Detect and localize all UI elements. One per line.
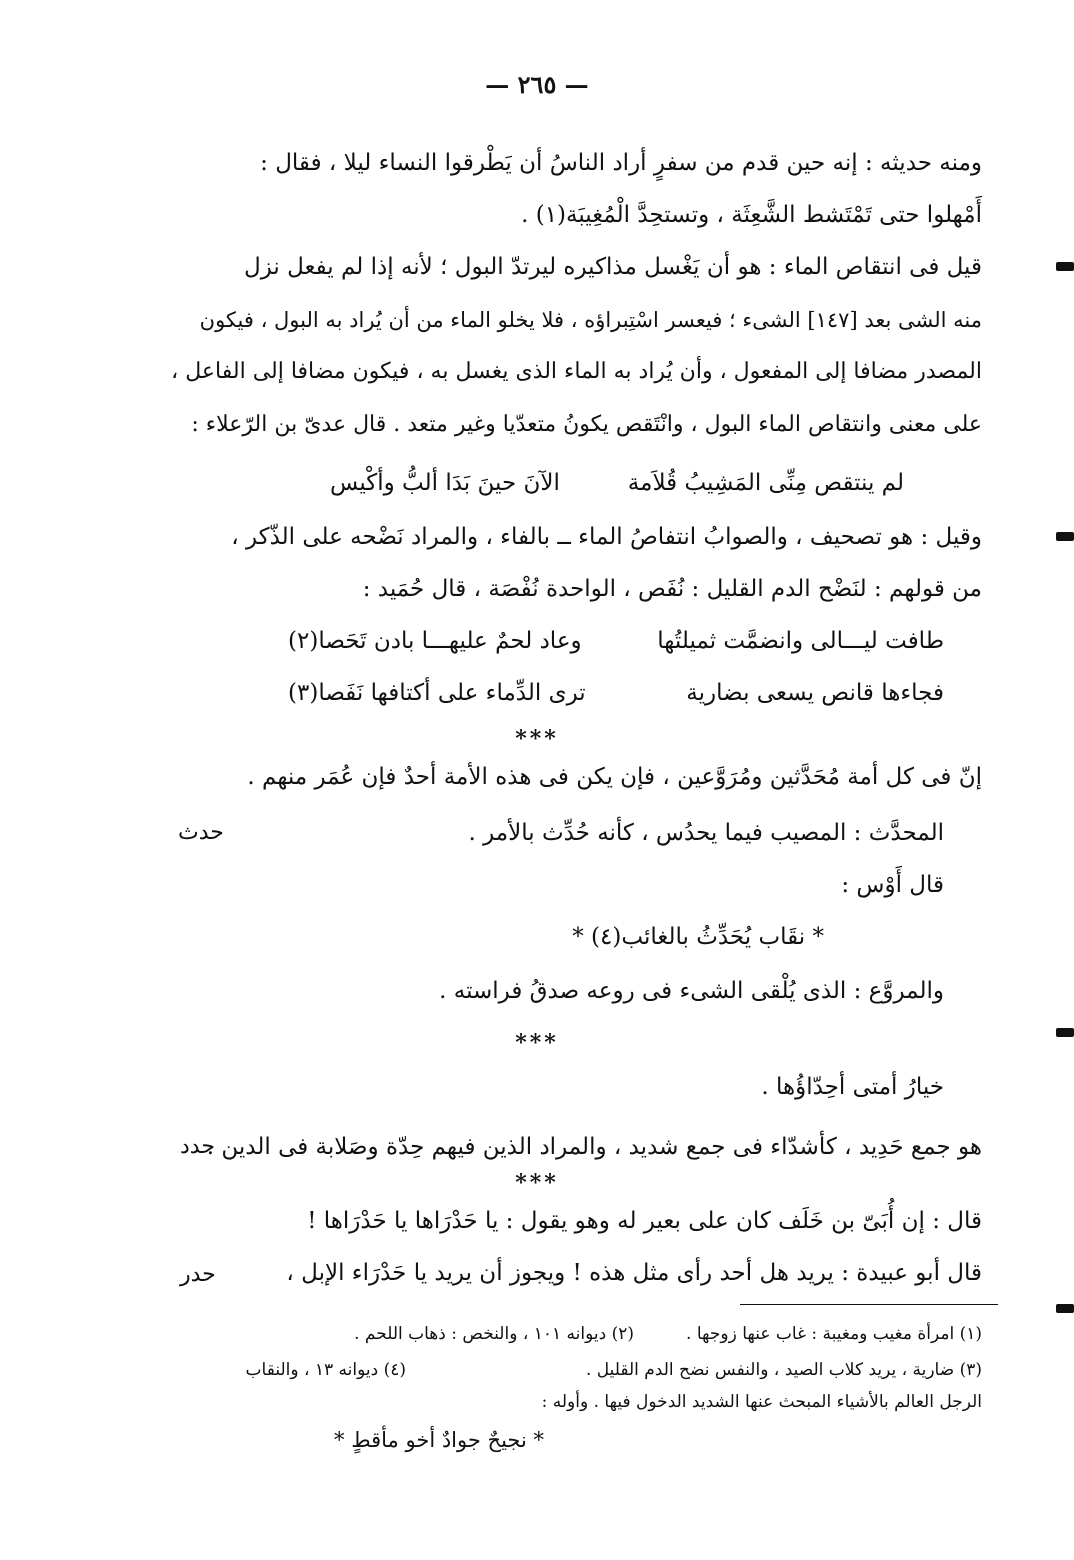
section4-line-2: قال أبو عبيدة : يريد هل أحد رأى مثل هذه ! ويجوز أن يريد يا حَدْرَاء الإبل ، [286,1260,982,1286]
section2-line-5: والمروَّع : الذى يُلْقى الشىء فى روعه صدقُ فراسته . [439,978,944,1004]
section4-line-1: قال : إن أُبَىّ بن خَلَف كان على بعير له وهو يقول : يا حَدْرَاها يا حَدْرَاها ! [307,1208,982,1234]
edge-mark-2 [1056,532,1074,541]
body-line-3: قيل فى انتقاص الماء : هو أن يَغْسل مذاكيره ليرتدّ البول ؛ لأنه إذا لم يفعل نزل [244,254,982,280]
margin-word-hadar: حدر [180,1262,216,1287]
margin-word-hadad: حدد [180,1134,215,1159]
section2-line-1: إنّ فى كل أمة مُحَدَّثين ومُرَوَّعين ، فإن يكن فى هذه الأمة أحدٌ فإن عُمَر منهم . [247,764,982,790]
edge-mark-3 [1056,1028,1074,1037]
section3-line-2: هو جمع حَدِيد ، كأشدّاء فى جمع شديد ، والمراد الذين فيهم حِدّة وصَلابة فى الدين . [206,1134,982,1160]
body-line-6: على معنى وانتقاص الماء البول ، وانْتَقص يكونُ متعدّيا وغير متعد . قال عدىّ بن الرّعلاء : [191,412,982,437]
footnote-5: الرجل العالم بالأشياء المبحث عنها الشديد الدخول فيها . وأوله : [541,1392,982,1412]
verse1-left: الآنَ حينَ بَدَا ألبُّ وأكْيس [330,470,560,496]
verse3-left: ترى الدِّماء على أكتافها نَفَصا(٣) [288,680,586,706]
separator-stars-2: *** [515,1030,559,1056]
section2-line-2: المحدَّث : المصيب فيما يحدُس ، كأنه حُدِّث بالأمر . [468,820,944,846]
edge-mark-1 [1056,262,1074,271]
body-line-4: منه الشى بعد [١٤٧] الشىء ؛ فيعسر اسْتِبراؤه ، فلا يخلو الماء من أن يُراد به البول ، فيكون [199,308,982,332]
page-number: — ٢٦٥ — [485,70,589,99]
body-line-8: من قولهم : لنَضْح الدم القليل : نُفَص ، الواحدة نُفْصَة ، قال حُمَيد : [362,576,982,602]
footnote-1: (١) امرأة مغيب ومغيبة : غاب عنها زوجها . [686,1324,982,1344]
separator-stars-3: *** [515,1170,559,1196]
footnote-2: (٢) ديوانه ١٠١ ، والنخص : ذهاب اللحم . [354,1324,634,1344]
margin-word-hadath: حدث [178,820,224,845]
separator-stars-1: *** [515,726,559,752]
body-line-1: ومنه حديثه : إنه حين قدم من سفرٍ أراد الناسُ أن يَطْرقوا النساء ليلا ، فقال : [260,150,982,176]
section3-line-1: خيارُ أمتى أحِدّاؤُها . [761,1074,944,1100]
body-line-7: وقيل : هو تصحيف ، والصوابُ انتفاصُ الماء ــ بالفاء ، والمراد نَضْحه على الذّكر ، [231,524,982,550]
verse2-left: وعاد لحمٌ عليهـــا بادن تَحَصا(٢) [288,628,582,654]
body-line-2: أَمْهلوا حتى تَمْتَشط الشَّعِثَة ، وتستحِدَّ الْمُغِيبَة(١) . [521,202,982,228]
footnote-rule [740,1304,998,1305]
footnote-4: (٤) ديوانه ١٣ ، والنقاب [245,1360,406,1380]
body-line-5: المصدر مضافا إلى المفعول ، وأن يُراد به الماء الذى يغسل به ، فيكون مضافا إلى الفاعل ، [171,359,982,384]
edge-mark-4 [1056,1304,1074,1313]
section2-line-4: * نقَاب يُحَدِّثُ بالغائب(٤) * [572,924,824,950]
verse1-right: لم ينتقص مِنِّى المَشِيبُ قُلاَمة [627,470,904,496]
footnote-6: * نجيحٌ جوادٌ أخو مأقطٍ * [334,1428,544,1452]
verse3-right: فجاءها قانص يسعى بضارية [686,680,944,706]
footnote-3: (٣) ضارية ، يريد كلاب الصيد ، والنفس نضح الدم القليل . [585,1360,982,1380]
verse2-right: طافت ليـــالى وانضمَّت ثميلتُها [657,628,944,654]
section2-line-3: قال أَوْس : [841,872,944,898]
